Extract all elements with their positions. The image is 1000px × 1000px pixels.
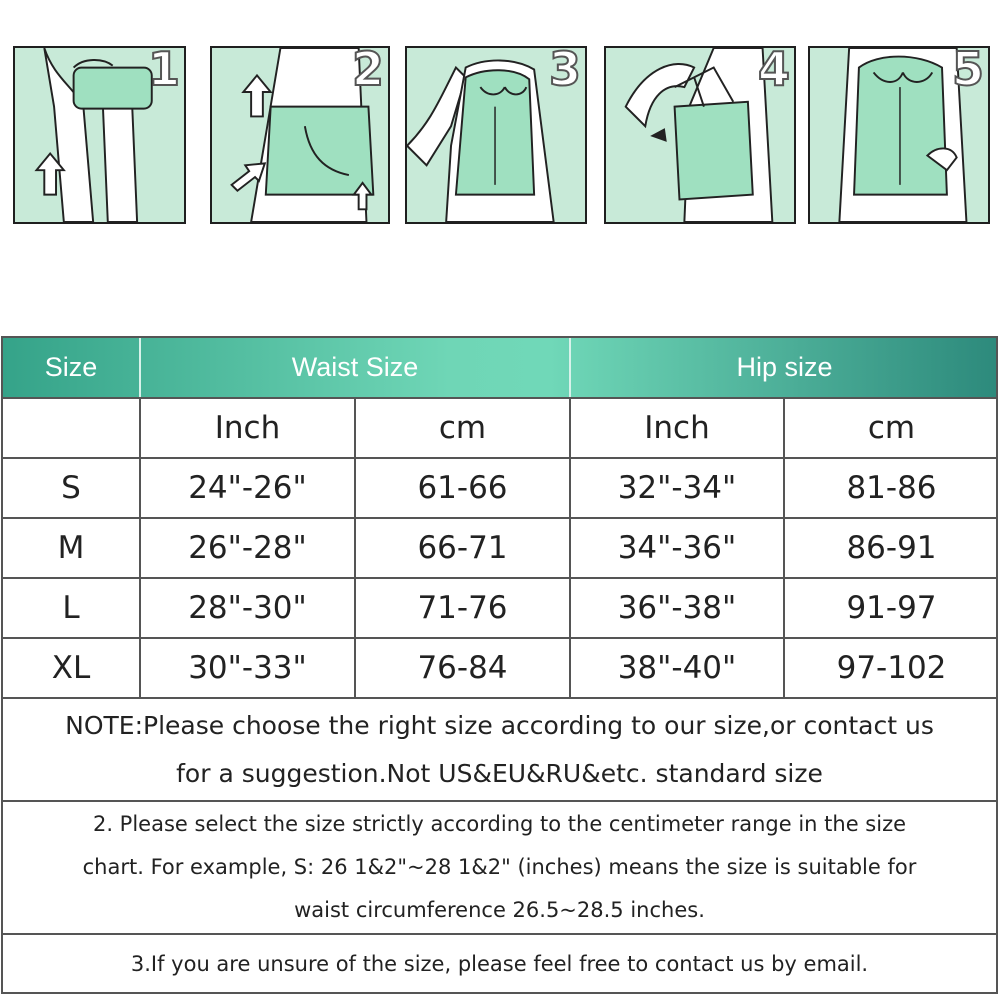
hip-inch: 38"-40"	[617, 650, 737, 686]
waist-cm: 61-66	[417, 470, 508, 506]
note-line: 2. Please select the size strictly according to the centimeter range in the size	[92, 812, 907, 836]
table-row	[3, 517, 996, 577]
unit-cell: cm	[438, 410, 487, 446]
size-label: S	[61, 470, 81, 506]
unit-cell: Inch	[644, 410, 710, 446]
note-line: 3.If you are unsure of the size, please feel free to contact us by email.	[130, 951, 869, 976]
step-number: 1	[147, 46, 180, 96]
table-row	[3, 637, 996, 697]
header-waist-size: Waist Size	[291, 352, 419, 382]
size-label: XL	[51, 650, 91, 686]
step-number: 4	[757, 46, 790, 96]
hip-cm: 91-97	[846, 590, 937, 626]
size-label: M	[57, 530, 85, 566]
table-row	[3, 457, 996, 517]
note-contact-email	[3, 933, 996, 992]
hip-cm: 86-91	[846, 530, 937, 566]
note-centimeter-range	[3, 800, 996, 933]
note-line: NOTE:Please choose the right size according to our size,or contact us	[65, 710, 934, 740]
step-number: 2	[351, 46, 384, 96]
table-row	[3, 577, 996, 637]
header-size: Size	[44, 352, 98, 382]
units-row	[3, 397, 996, 457]
hip-cm: 97-102	[836, 650, 947, 686]
step-number: 5	[951, 46, 984, 96]
hip-cm: 81-86	[846, 470, 937, 506]
size-chart	[1, 336, 998, 994]
wearing-steps	[0, 0, 1000, 240]
waist-inch: 26"-28"	[188, 530, 307, 566]
waist-cm: 76-84	[417, 650, 508, 686]
unit-cell: cm	[867, 410, 916, 446]
step-panel-3	[405, 46, 587, 224]
hip-inch: 36"-38"	[617, 590, 737, 626]
waist-inch: 28"-30"	[188, 590, 307, 626]
step-number: 3	[548, 46, 581, 96]
table-header	[3, 338, 996, 397]
header-hip-size: Hip size	[736, 352, 833, 382]
waist-inch: 30"-33"	[188, 650, 307, 686]
note-line: chart. For example, S: 26 1&2"~28 1&2" (inches) means the size is suitable for	[82, 855, 917, 879]
hip-inch: 34"-36"	[617, 530, 737, 566]
hip-inch: 32"-34"	[617, 470, 737, 506]
step-panel-4	[604, 46, 796, 224]
step-panel-2	[210, 46, 390, 224]
waist-cm: 66-71	[417, 530, 508, 566]
step-panel-1	[13, 46, 186, 224]
note-line: for a suggestion.Not US&EU&RU&etc. standard size	[176, 758, 823, 788]
size-label: L	[62, 590, 80, 626]
unit-cell: Inch	[214, 410, 281, 446]
note-standard-size	[3, 697, 996, 800]
waist-inch: 24"-26"	[188, 470, 307, 506]
step-panel-5	[808, 46, 990, 224]
note-line: waist circumference 26.5~28.5 inches.	[294, 898, 705, 922]
waist-cm: 71-76	[417, 590, 508, 626]
